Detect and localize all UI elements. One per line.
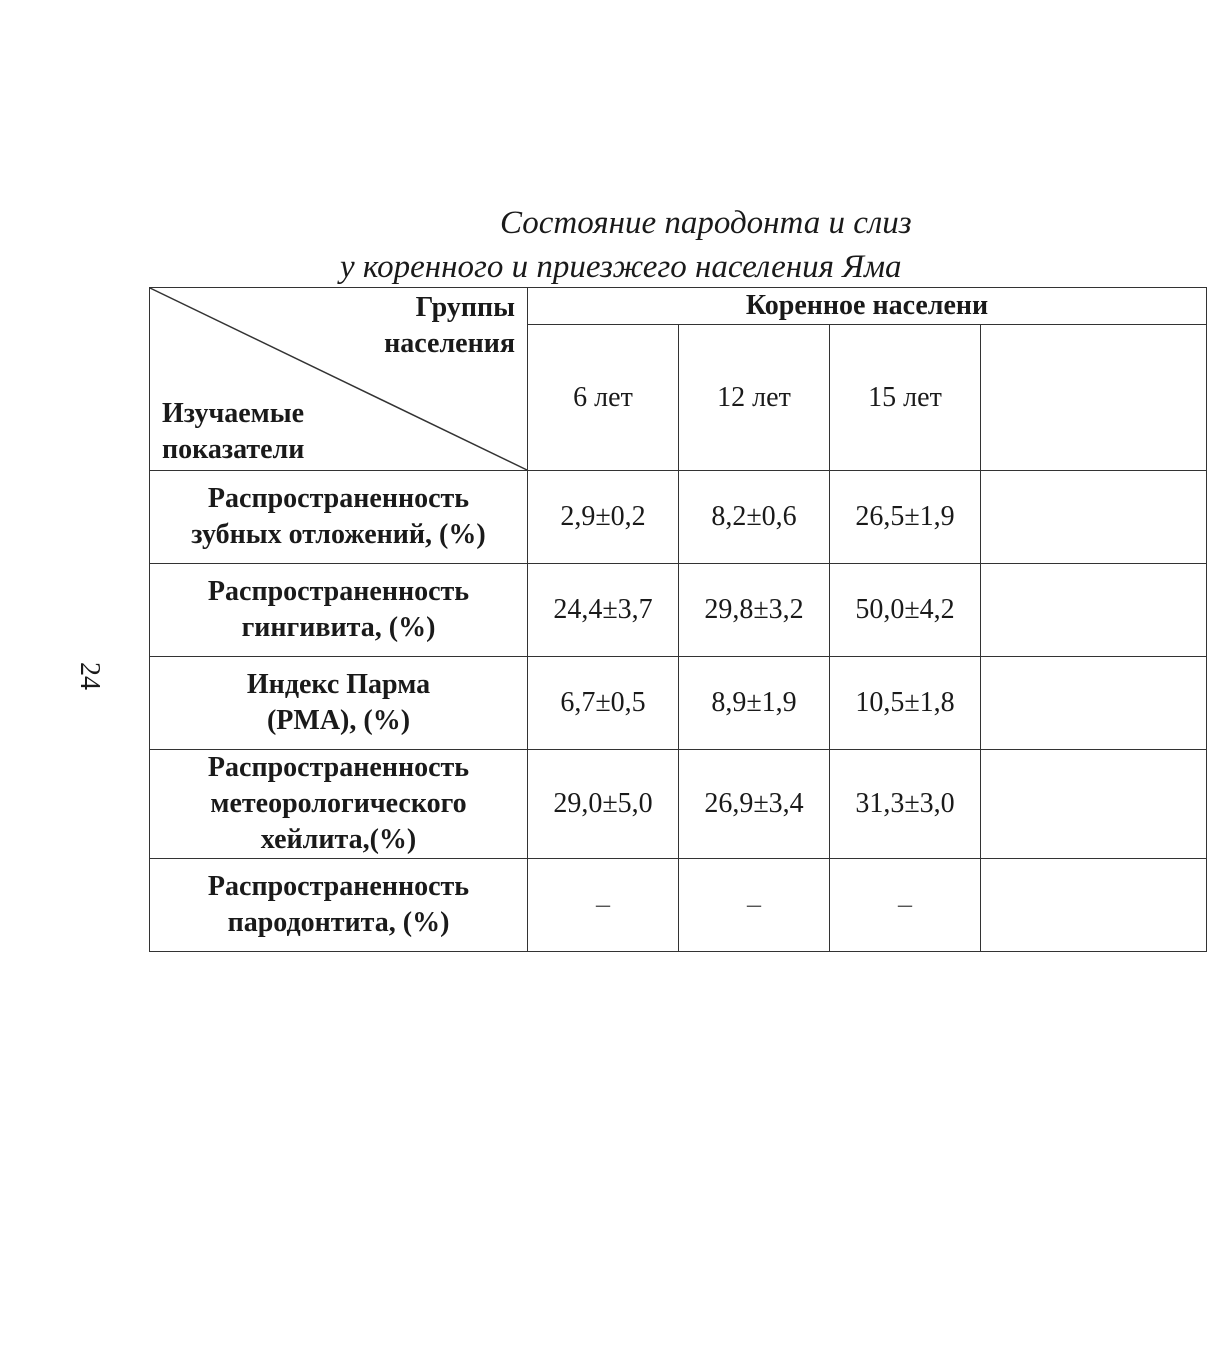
corner-groups-label [384, 290, 515, 362]
age-header-blank [981, 325, 1207, 471]
page-number: 24 [74, 662, 105, 690]
table-cell-blank [981, 564, 1207, 657]
row-label-line: (PMA), (%) [266, 705, 411, 736]
table-row [150, 859, 1207, 952]
table-cell-blank [981, 657, 1207, 750]
age-header-12: 12 лет [679, 325, 830, 471]
table-cell: 24,4±3,7 [528, 564, 679, 657]
row-label-line: пародонтита, (%) [227, 907, 450, 938]
row-label-line: Распространенность [207, 483, 470, 514]
corner-indicators-line-1: Изучаемые [162, 398, 305, 429]
row-label-line: метеорологического [210, 788, 467, 819]
table-cell: – [679, 859, 830, 952]
table-corner-cell [150, 288, 528, 471]
table-cell: 31,3±3,0 [830, 750, 981, 859]
table-cell-blank [981, 471, 1207, 564]
table-cell: 26,5±1,9 [830, 471, 981, 564]
table-cell: – [528, 859, 679, 952]
table-cell: 2,9±0,2 [528, 471, 679, 564]
table-cell: – [830, 859, 981, 952]
table-row [150, 750, 1207, 859]
row-label [150, 750, 528, 859]
row-label-line: хейлита,(%) [260, 824, 417, 855]
table-cell: 29,8±3,2 [679, 564, 830, 657]
group-header-native: Коренное населени [528, 288, 1207, 325]
table-title-line-2: у коренного и приезжего населения Яма [340, 249, 902, 285]
data-table [149, 287, 1207, 952]
corner-groups-line-2: населения [384, 328, 515, 359]
row-label-line: Распространенность [207, 752, 470, 783]
table-cell: 8,9±1,9 [679, 657, 830, 750]
table-cell: 29,0±5,0 [528, 750, 679, 859]
table-cell: 8,2±0,6 [679, 471, 830, 564]
row-label-line: Индекс Парма [246, 669, 431, 700]
table-cell-blank [981, 859, 1207, 952]
corner-indicators-line-2: показатели [162, 434, 305, 465]
table-cell: 6,7±0,5 [528, 657, 679, 750]
row-label-line: гингивита, (%) [241, 612, 436, 643]
row-label [150, 564, 528, 657]
table-cell-blank [981, 750, 1207, 859]
table-row [150, 564, 1207, 657]
table-cell: 50,0±4,2 [830, 564, 981, 657]
corner-groups-line-1: Группы [415, 292, 515, 323]
row-label [150, 859, 528, 952]
row-label-line: зубных отложений, (%) [191, 519, 486, 550]
row-label-line: Распространенность [207, 871, 470, 902]
table-title-line-1: Состояние пародонта и слиз [500, 205, 912, 241]
row-label-line: Распространенность [207, 576, 470, 607]
age-header-15: 15 лет [830, 325, 981, 471]
table-cell: 26,9±3,4 [679, 750, 830, 859]
corner-indicators-label [162, 396, 304, 468]
row-label [150, 657, 528, 750]
table-row [150, 471, 1207, 564]
age-header-6: 6 лет [528, 325, 679, 471]
table-row [150, 657, 1207, 750]
row-label [150, 471, 528, 564]
table-cell: 10,5±1,8 [830, 657, 981, 750]
